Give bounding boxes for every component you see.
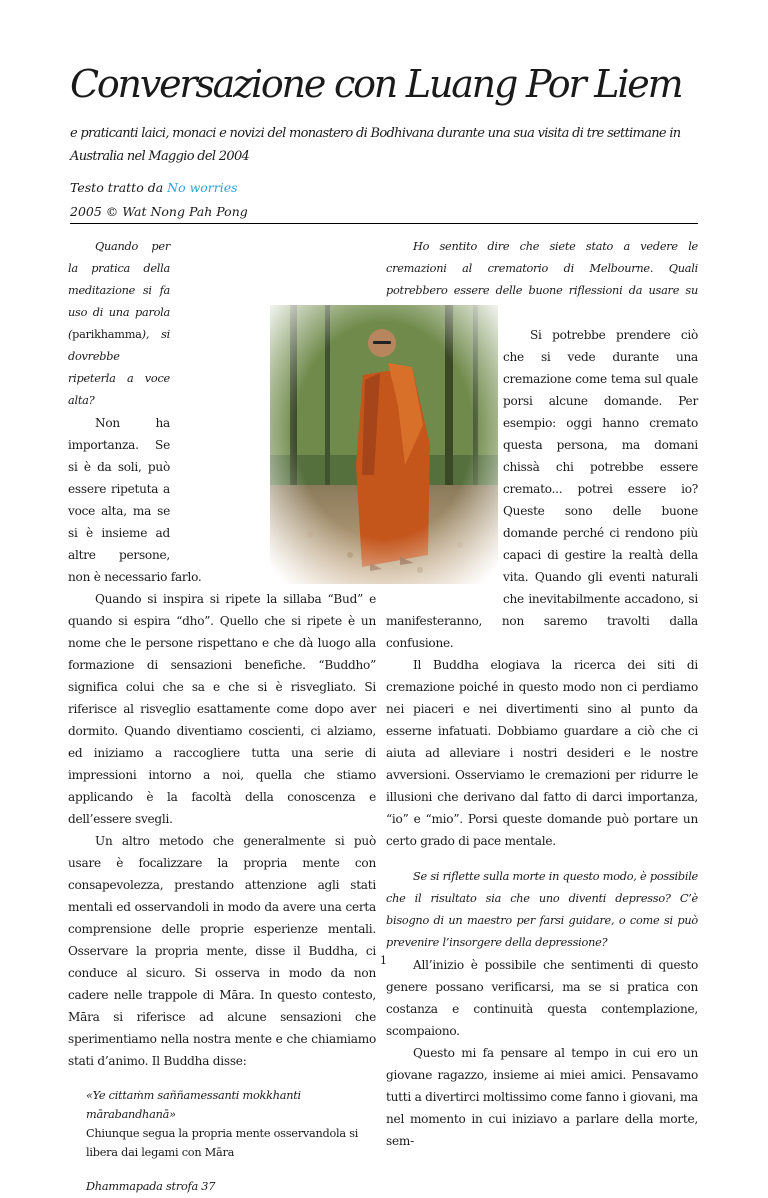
source-link[interactable]: No worries bbox=[167, 180, 238, 195]
page-number: 1 bbox=[380, 954, 387, 967]
answer-1-paragraph-3: Un altro metodo che generalmente si può usare è focalizzare la propria mente con consapevolezza, prestando attenzione agli stati mentali ed osservandoli in modo da avere una certa comprensione delle proprie esperienze mentali. Osservare la propria mente, disse il Buddha, ci conduce al sicuro. Si osserva in modo da non cadere nelle trappole di Māra. In questo contesto, Māra si riferisce ad alcune sensazioni che sperimentiamo nella nostra mente e che chiamiamo stati d’animo. Il Buddha disse: bbox=[68, 834, 376, 1068]
answer-2-paragraph-2: Il Buddha elogiava la ricerca dei siti di cremazione poiché in questo modo non ci perdiamo nei piaceri e nei divertimenti sino al punto da esserne infatuati. Dobbiamo guardare a ciò che ci aiuta ad alleviare i nostri desideri e le nostre avversioni. Osserviamo le cremazioni per ridurre le illusioni che derivano dal fatto di darci importanza, “io” e “mio”. Porsi queste domande può portare un certo grado di pace mentale. bbox=[386, 658, 698, 848]
answer-1-paragraph-1: Non ha importanza. Se si è da soli, può essere ripetuta a voce alta, ma se si è insieme ad altre persone, non è necessario farlo. bbox=[68, 416, 202, 584]
question-1: Quando per la pratica della meditazione si fa uso di una parola (parikhamma), si dovrebbe ripeterla a voce alta? bbox=[68, 240, 170, 407]
pali-quote-text: «Ye cittaṁm saññamessanti mokkhanti mārabandhanā» bbox=[86, 1089, 301, 1121]
source-line bbox=[70, 180, 238, 195]
answer-2-paragraph-1: Si potrebbe prendere ciò che si vede durante una cremazione come tema sul quale porsi alcune domande. Per esempio: oggi hanno cremato questa persona, ma domani chissà chi potrebbe essere cremato... potrei essere io? Queste sono delle buone domande perché ci rendono più capaci di gestire la realtà della vita. Quando gli eventi naturali che inevitabilmente accadono, si manifesteranno, non saremo travolti dalla confusione. bbox=[386, 328, 698, 650]
answer-3-paragraph-2: Questo mi fa pensare al tempo in cui ero un giovane ragazzo, insieme ai miei amici. Pensavamo tutti a divertirci moltissimo come fanno i giovani, ma nel momento in cui iniziavo a parlare della morte, sem- bbox=[386, 1046, 698, 1148]
copyright: 2005 © Wat Nong Pah Pong bbox=[70, 204, 248, 219]
article-title: Conversazione con Luang Por Liem bbox=[70, 62, 682, 106]
article-subtitle: e praticanti laici, monaci e novizi del monastero di Bodhivana durante una sua visita di tre settimane in Australia nel Maggio del 2004 bbox=[70, 126, 681, 164]
answer-3-paragraph-1: All’inizio è possibile che sentimenti di questo genere possano verificarsi, ma se si pratica con costanza e continuità questa contemplazione, scompaiono. bbox=[386, 958, 698, 1038]
question-2: Ho sentito dire che siete stato a vedere le cremazioni al crematorio di Melbourne. Quali potrebbero essere delle buone riflessioni da usare su bbox=[386, 240, 698, 297]
question-3: Se si riflette sulla morte in questo modo, è possibile che il risultato sia che uno diventi depresso? C’è bisogno di un maestro per farsi guidare, o come si può prevenire l’insorgere della depressione? bbox=[386, 870, 698, 949]
quote-reference: Dhammapada strofa 37 bbox=[86, 1180, 216, 1193]
source-prefix: Testo tratto da bbox=[70, 180, 168, 195]
answer-1-paragraph-2: Quando si inspira si ripete la sillaba “Bud” e quando si espira “dho”. Quello che si ripete è un nome che le persone rispettano e che dà luogo alla formazione di sensazioni benefiche. “Buddho” significa colui che sa e che si è risvegliato. Si riferisce al risveglio esattamente come dopo aver dormito. Quando diventiamo coscienti, ci alziamo, ed iniziamo a raccogliere tutta una serie di impressioni intorno a noi, quella che stiamo applicando è la facoltà della conoscenza e dell’essere svegli. bbox=[68, 592, 376, 826]
pali-quote-translation: Chiunque segua la propria mente osservandola si libera dai legami con Māra bbox=[86, 1127, 359, 1159]
monk-photo bbox=[270, 305, 498, 584]
header-divider bbox=[70, 223, 698, 224]
pali-quote bbox=[68, 1086, 376, 1162]
